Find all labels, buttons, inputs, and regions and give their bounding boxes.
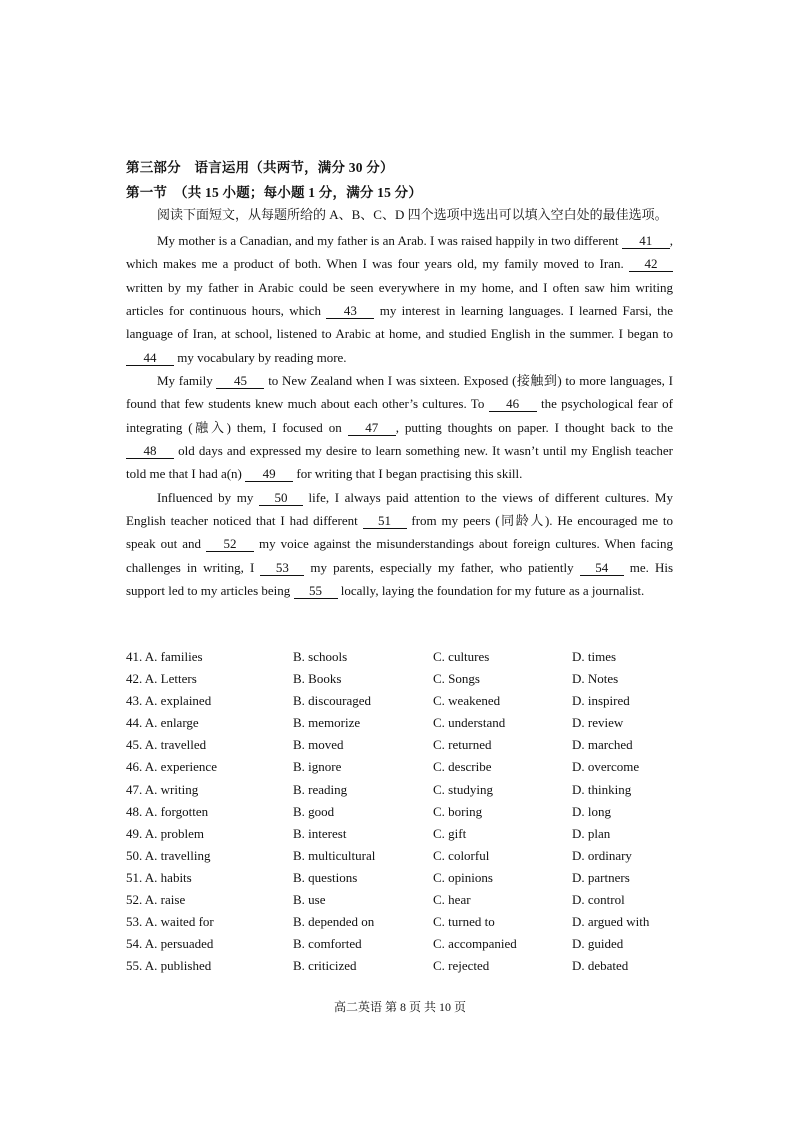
option-b: B. good bbox=[293, 803, 335, 819]
option-c: C. colorful bbox=[433, 847, 490, 863]
option-d: D. thinking bbox=[572, 781, 632, 797]
passage-text: My mother is a Canadian, and my father is an Arab. I was raised happily in two different bbox=[157, 233, 622, 248]
question-row bbox=[126, 690, 686, 712]
option-b: B. memorize bbox=[293, 715, 361, 731]
option-a: 49. A. problem bbox=[126, 825, 204, 841]
option-a: 46. A. experience bbox=[126, 759, 217, 775]
option-a: 45. A. travelled bbox=[126, 737, 207, 753]
blank-48: 48 bbox=[126, 443, 174, 459]
option-d: D. Notes bbox=[572, 671, 619, 687]
passage-text: , which makes me a product of both. When I was four years old, my family moved to Iran. bbox=[126, 233, 673, 272]
subsection-title: 第一节 （共 15 小题；每小题 1 分，满分 15 分） bbox=[126, 185, 423, 200]
option-b: B. Books bbox=[293, 671, 342, 687]
option-b: B. reading bbox=[293, 781, 348, 797]
option-d: D. plan bbox=[572, 825, 611, 841]
option-c: C. weakened bbox=[433, 693, 501, 709]
question-row bbox=[126, 889, 686, 911]
blank-55: 55 bbox=[294, 583, 338, 599]
option-a: 44. A. enlarge bbox=[126, 715, 199, 731]
blank-49: 49 bbox=[245, 466, 293, 482]
blank-52: 52 bbox=[206, 536, 254, 552]
passage-text: my parents, especially my father, who patiently bbox=[304, 559, 580, 575]
cloze-passage bbox=[126, 229, 673, 603]
option-c: C. accompanied bbox=[433, 936, 517, 952]
option-d: D. marched bbox=[572, 737, 633, 753]
option-c: C. returned bbox=[433, 737, 492, 753]
option-a: 55. A. published bbox=[126, 958, 212, 974]
paragraph-1 bbox=[126, 229, 673, 369]
option-c: C. rejected bbox=[433, 958, 490, 974]
instruction-text: 阅读下面短文，从每题所给的 A、B、C、D 四个选项中选出可以填入空白处的最佳选项。 bbox=[157, 207, 668, 222]
option-d: D. control bbox=[572, 892, 625, 908]
option-a: 50. A. travelling bbox=[126, 847, 211, 863]
paragraph-3 bbox=[126, 486, 673, 603]
option-a: 47. A. writing bbox=[126, 781, 199, 797]
question-row bbox=[126, 734, 686, 756]
option-b: B. criticized bbox=[293, 958, 357, 974]
option-c: C. opinions bbox=[433, 869, 493, 885]
option-c: C. boring bbox=[433, 803, 483, 819]
option-c: C. describe bbox=[433, 759, 492, 775]
option-a: 52. A. raise bbox=[126, 892, 186, 908]
blank-45: 45 bbox=[216, 373, 264, 389]
passage-text: my vocabulary by reading more. bbox=[174, 349, 347, 365]
passage-text: Influenced by my bbox=[157, 489, 259, 505]
option-b: B. schools bbox=[293, 649, 348, 664]
option-c: C. studying bbox=[433, 781, 493, 797]
blank-53: 53 bbox=[260, 560, 304, 576]
question-row bbox=[126, 712, 686, 734]
option-b: B. moved bbox=[293, 737, 344, 753]
paragraph-2 bbox=[126, 369, 673, 486]
passage-text: , putting thoughts on paper. I thought back to the bbox=[395, 419, 673, 435]
blank-43: 43 bbox=[326, 303, 374, 319]
option-d: D. inspired bbox=[572, 693, 630, 709]
section-title: 第三部分 语言运用（共两节，满分 30 分） bbox=[126, 160, 394, 175]
question-row bbox=[126, 867, 686, 889]
question-row bbox=[126, 955, 686, 977]
passage-text: the psychological fear of integrating (融入) them, I focused on bbox=[126, 396, 673, 435]
option-c: C. turned to bbox=[433, 914, 495, 930]
option-c: C. understand bbox=[433, 715, 506, 731]
option-c: C. gift bbox=[433, 825, 467, 841]
passage-text: written by my father in Arabic could be seen everywhere in my home, and I often saw him writing articles for continuous hours, which bbox=[126, 279, 673, 319]
option-a: 54. A. persuaded bbox=[126, 936, 214, 952]
question-row bbox=[126, 911, 686, 933]
passage-text: life, I always paid attention to the views of different cultures. My English teacher noticed that I had different bbox=[126, 489, 673, 529]
blank-47: 47 bbox=[348, 420, 396, 436]
option-b: B. multicultural bbox=[293, 847, 376, 863]
blank-41: 41 bbox=[622, 233, 670, 249]
passage-text: to New Zealand when I was sixteen. Exposed (接触到) to more languages, I found that few students knew much about each other’s cultures. To bbox=[126, 373, 673, 412]
question-row bbox=[126, 801, 686, 823]
option-c: C. Songs bbox=[433, 671, 480, 687]
question-row bbox=[126, 756, 686, 778]
option-d: D. argued with bbox=[572, 914, 650, 930]
option-c: C. hear bbox=[433, 892, 471, 908]
option-b: B. discouraged bbox=[293, 693, 371, 709]
option-b: B. ignore bbox=[293, 759, 342, 775]
passage-text: old days and expressed my desire to learn something new. It wasn’t until my English teacher told me that I had a(n) bbox=[126, 443, 673, 482]
option-b: B. comforted bbox=[293, 936, 362, 952]
option-b: B. questions bbox=[293, 869, 358, 885]
blank-50: 50 bbox=[259, 490, 303, 506]
option-d: D. times bbox=[572, 649, 617, 664]
passage-text: for writing that I began practising this skill. bbox=[293, 466, 523, 482]
option-d: D. review bbox=[572, 715, 624, 731]
option-d: D. guided bbox=[572, 936, 624, 952]
blank-46: 46 bbox=[489, 396, 537, 412]
option-a: 43. A. explained bbox=[126, 693, 212, 709]
option-d: D. overcome bbox=[572, 759, 640, 775]
passage-text: locally, laying the foundation for my future as a journalist. bbox=[337, 583, 645, 599]
option-d: D. ordinary bbox=[572, 847, 632, 863]
option-a: 42. A. Letters bbox=[126, 671, 197, 687]
option-b: B. depended on bbox=[293, 914, 375, 930]
option-b: B. use bbox=[293, 892, 326, 908]
option-a: 41. A. families bbox=[126, 649, 203, 664]
option-a: 51. A. habits bbox=[126, 869, 192, 885]
blank-51: 51 bbox=[363, 513, 407, 529]
option-d: D. partners bbox=[572, 869, 630, 885]
question-row bbox=[126, 646, 686, 668]
question-row bbox=[126, 845, 686, 867]
option-a: 53. A. waited for bbox=[126, 914, 214, 930]
passage-text: my interest in learning languages. I learned Farsi, the language of Iran, at school, listened to Arabic at home, and studied English in the summer. I began to bbox=[126, 303, 673, 342]
page-footer: 高二英语 第 8 页 共 10 页 bbox=[333, 1000, 466, 1014]
option-a: 48. A. forgotten bbox=[126, 803, 209, 819]
question-row bbox=[126, 823, 686, 845]
blank-42: 42 bbox=[629, 256, 673, 272]
answer-options bbox=[126, 646, 686, 977]
passage-text: My family bbox=[157, 373, 217, 389]
passage-text: me. His support led to my articles being bbox=[126, 559, 674, 599]
option-c: C. cultures bbox=[433, 649, 490, 664]
question-row bbox=[126, 668, 686, 690]
question-row bbox=[126, 779, 686, 801]
option-d: D. debated bbox=[572, 958, 629, 974]
passage-text: from my peers (同龄人). He encouraged me to speak out and bbox=[126, 513, 673, 552]
question-row bbox=[126, 933, 686, 955]
blank-54: 54 bbox=[580, 560, 624, 576]
option-b: B. interest bbox=[293, 825, 347, 841]
blank-44: 44 bbox=[126, 350, 174, 366]
passage-text: my voice against the misunderstandings about foreign cultures. When facing challenges in writing, I bbox=[126, 536, 673, 575]
option-d: D. long bbox=[572, 803, 611, 819]
